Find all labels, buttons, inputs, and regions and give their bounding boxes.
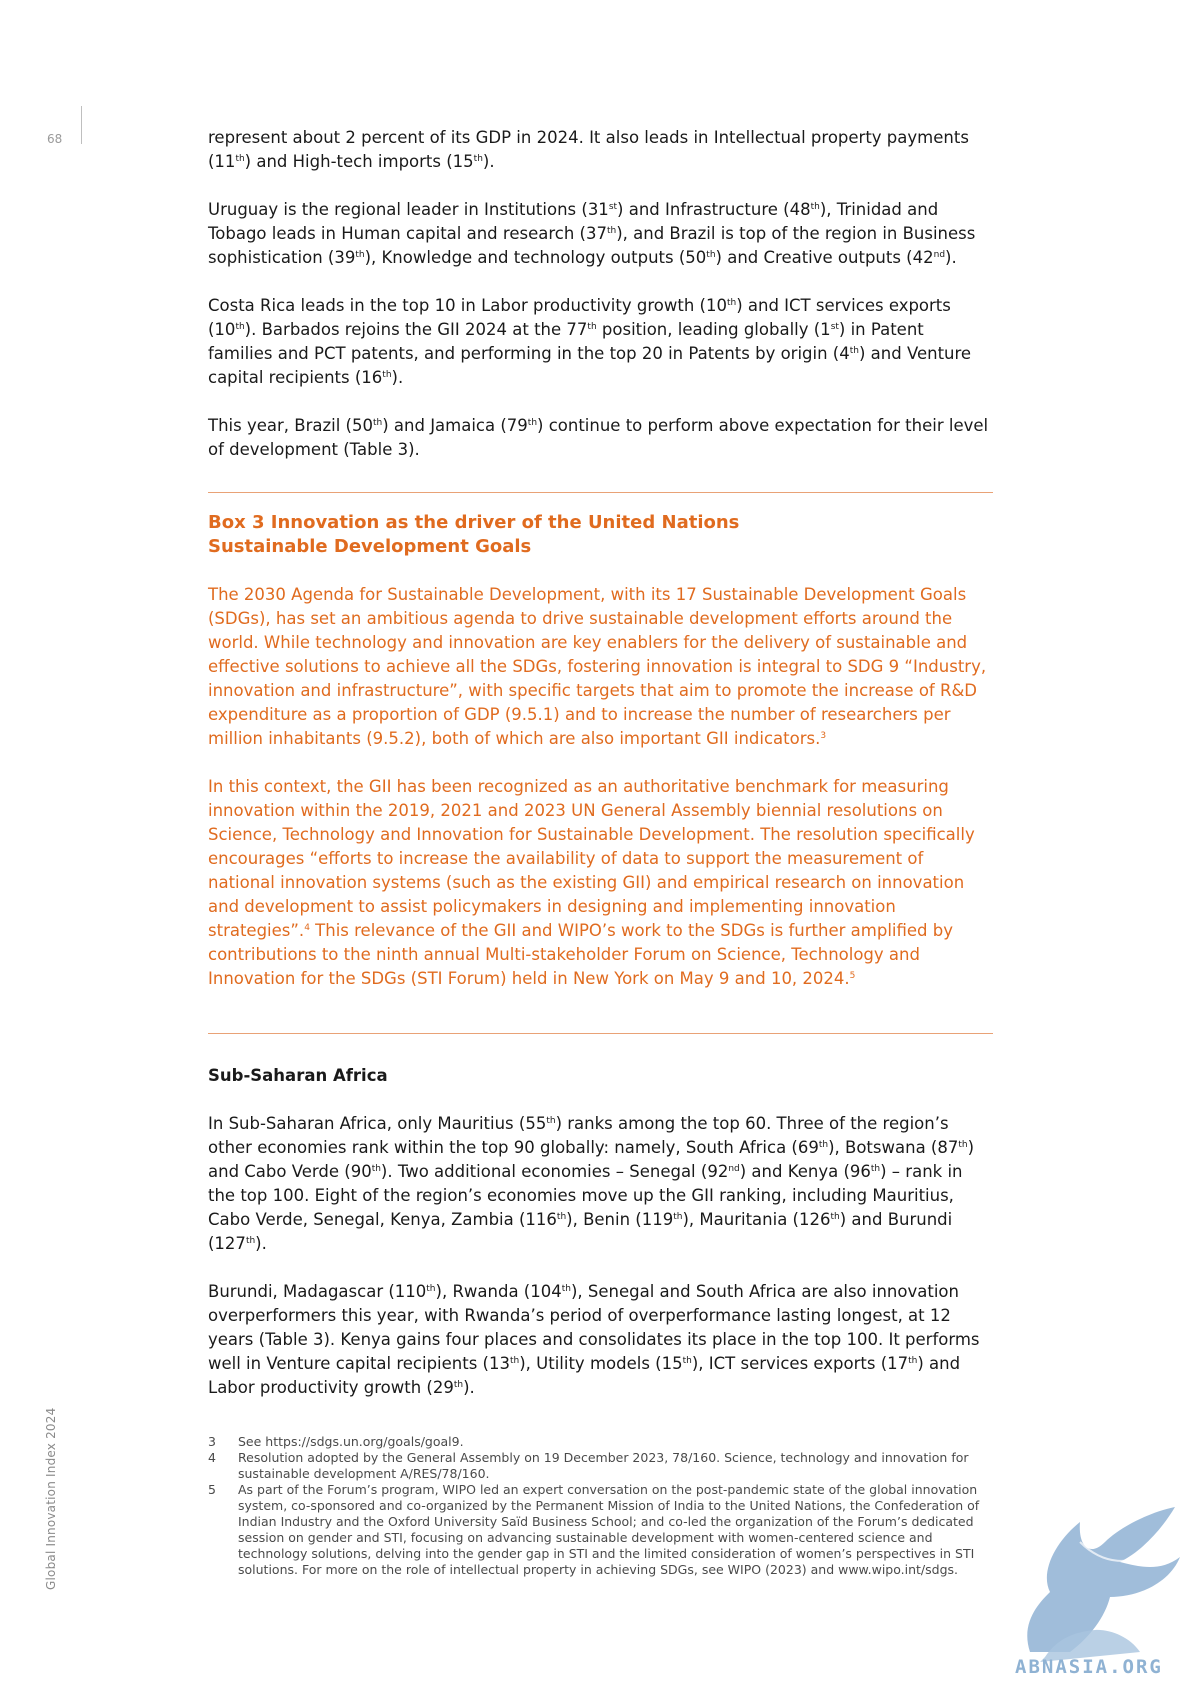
watermark-text: ABNASIA.ORG bbox=[1015, 1656, 1163, 1678]
paragraph: In Sub-Saharan Africa, only Mauritius (55th) ranks among the top 60. Three of the region’s other economies rank within the top 90 globally: namely, South Africa (69th), Botswana (87th) and Cabo Verde (90th). Two additional economies – Senegal (92nd) and Kenya (96th) – rank in the top 100. Eight of the region’s economies move up the GII ranking, including Mauritius, Cabo Verde, Senegal, Kenya, Zambia (116th), Benin (119th), Mauritania (126th) and Burundi (127th). bbox=[208, 1114, 975, 1253]
page-number: 68 bbox=[47, 132, 63, 146]
ordinal-superscript: st bbox=[830, 322, 839, 332]
main-content bbox=[208, 126, 993, 1424]
ordinal-superscript: th bbox=[849, 346, 859, 356]
footnote bbox=[208, 1450, 998, 1482]
ordinal-superscript: th bbox=[235, 322, 245, 332]
footnote-number: 5 bbox=[208, 1482, 216, 1497]
footnote bbox=[208, 1434, 998, 1450]
ordinal-superscript: th bbox=[235, 154, 245, 164]
ordinal-superscript: th bbox=[453, 1380, 464, 1390]
footnote-number: 3 bbox=[208, 1434, 216, 1449]
ordinal-superscript: th bbox=[726, 298, 737, 308]
ordinal-superscript: th bbox=[561, 1284, 571, 1294]
ordinal-superscript: th bbox=[426, 1284, 436, 1294]
ordinal-superscript: 5 bbox=[849, 971, 856, 981]
ordinal-superscript: th bbox=[908, 1356, 918, 1366]
watermark-logo-icon bbox=[1010, 1502, 1185, 1670]
paragraph: Costa Rica leads in the top 10 in Labor productivity growth (10th) and ICT services exports (10th). Barbados rejoins the GII 2024 at the 77th position, leading globally (1st) in Patent families and PCT patents, and performing in the top 20 in Patents by origin (4th) and Venture capital recipients (16th). bbox=[208, 296, 972, 387]
intro-section bbox=[208, 126, 993, 462]
footnotes bbox=[208, 1434, 998, 1578]
box-paragraph: In this context, the GII has been recognized as an authoritative benchmark for measuring innovation within the 2019, 2021 and 2023 UN General Assembly biennial resolutions on Science, Technology and Innovation for Sustainable Development. The resolution specifically encourages “efforts to increase the availability of data to support the measurement of national innovation systems (such as the existing GII) and empirical research on innovation and development to assist policymakers in designing and implementing innovation strategies”.$^4$ This relevance of the GII and WIPO’s work to the SDGs is further amplified by contributions to the ninth annual Multi-stakeholder Forum on Science, Technology and Innovation for the SDGs (STI Forum) held in New York on May 9 and 10, 2024.$^5$ bbox=[208, 777, 975, 988]
ordinal-superscript: th bbox=[870, 1164, 881, 1174]
ordinal-superscript: nd bbox=[728, 1164, 740, 1174]
ordinal-superscript: nd bbox=[933, 250, 946, 260]
section-heading: Sub-Saharan Africa bbox=[208, 1066, 388, 1085]
box-title: Box 3 Innovation as the driver of the United Nations Sustainable Development Goals bbox=[208, 512, 740, 557]
ordinal-superscript: th bbox=[371, 1164, 381, 1174]
ordinal-superscript: th bbox=[510, 1356, 520, 1366]
ordinal-superscript: th bbox=[587, 322, 597, 332]
ordinal-superscript: 3 bbox=[820, 731, 827, 741]
footnote-text: See https://sdgs.un.org/goals/goal9. bbox=[238, 1434, 464, 1449]
ordinal-superscript: th bbox=[355, 250, 365, 260]
paragraph: This year, Brazil (50th) and Jamaica (79th) continue to perform above expectation for their level of development (Table 3). bbox=[208, 416, 989, 459]
ordinal-superscript: th bbox=[245, 1236, 256, 1246]
footnote-number: 4 bbox=[208, 1450, 216, 1465]
ordinal-superscript: th bbox=[527, 418, 538, 428]
page-number-rule bbox=[81, 106, 82, 144]
ordinal-superscript: th bbox=[606, 226, 617, 236]
paragraph: Burundi, Madagascar (110th), Rwanda (104th), Senegal and South Africa are also innovation overperformers this year, with Rwanda’s period of overperformance lasting longest, at 12 years (Table 3). Kenya gains four places and consolidates its place in the top 100. It performs well in Venture capital recipients (13th), Utility models (15th), ICT services exports (17th) and Labor productivity growth (29th). bbox=[208, 1282, 980, 1397]
ordinal-superscript: th bbox=[830, 1212, 840, 1222]
ordinal-superscript: th bbox=[382, 370, 392, 380]
ordinal-superscript: th bbox=[706, 250, 716, 260]
running-side-title: Global Innovation Index 2024 bbox=[44, 1407, 58, 1590]
ordinal-superscript: th bbox=[372, 418, 383, 428]
ordinal-superscript: st bbox=[608, 202, 618, 212]
ordinal-superscript: th bbox=[546, 1116, 556, 1126]
box-top-divider bbox=[208, 492, 993, 493]
ordinal-superscript: th bbox=[473, 154, 483, 164]
footnote-text: As part of the Forum’s program, WIPO led an expert conversation on the post-pandemic state of the global innovation system, co-sponsored and co-organized by the Permanent Mission of India to the United Nations, the Confederation of Indian Industry and the Oxford University Saïd Business School; and co-led the organization of the Forum’s dedicated session on gender and STI, focusing on advancing sustainable development with women-centered science and technology solutions, delving into the gender gap in STI and the limited consideration of women’s perspectives in STI solutions. For more on the role of intellectual property in achieving SDGs, see WIPO (2023) and www.wipo.int/sdgs. bbox=[238, 1482, 980, 1577]
ordinal-superscript: 4 bbox=[304, 923, 310, 933]
ordinal-superscript: th bbox=[682, 1356, 692, 1366]
box-bottom-divider bbox=[208, 1033, 993, 1034]
sdg-box bbox=[208, 493, 993, 991]
sub-saharan-section bbox=[208, 1064, 993, 1400]
paragraph: Uruguay is the regional leader in Institutions (31st) and Infrastructure (48th), Trinidad and Tobago leads in Human capital and research (37th), and Brazil is top of the region in Business sophistication (39th), Knowledge and technology outputs (50th) and Creative outputs (42nd). bbox=[208, 200, 976, 267]
ordinal-superscript: th bbox=[810, 202, 820, 212]
footnote bbox=[208, 1482, 998, 1578]
ordinal-superscript: th bbox=[958, 1140, 968, 1150]
paragraph: represent about 2 percent of its GDP in 2024. It also leads in Intellectual property payments (11th) and High-tech imports (15th). bbox=[208, 128, 969, 171]
ordinal-superscript: th bbox=[673, 1212, 683, 1222]
ordinal-superscript: th bbox=[556, 1212, 567, 1222]
ordinal-superscript: th bbox=[818, 1140, 829, 1150]
footnote-text: Resolution adopted by the General Assembly on 19 December 2023, 78/160. Science, technology and innovation for sustainable development A/RES/78/160. bbox=[238, 1450, 969, 1481]
box-paragraph: The 2030 Agenda for Sustainable Development, with its 17 Sustainable Development Goals (SDGs), has set an ambitious agenda to drive sustainable development efforts around the world. While technology and innovation are key enablers for the delivery of sustainable and effective solutions to achieve all the SDGs, fostering innovation is integral to SDG 9 “Industry, innovation and infrastructure”, with specific targets that aim to promote the increase of R&D expenditure as a proportion of GDP (9.5.1) and to increase the number of researchers per million inhabitants (9.5.2), both of which are also important GII indicators.$^3$ bbox=[208, 585, 987, 748]
